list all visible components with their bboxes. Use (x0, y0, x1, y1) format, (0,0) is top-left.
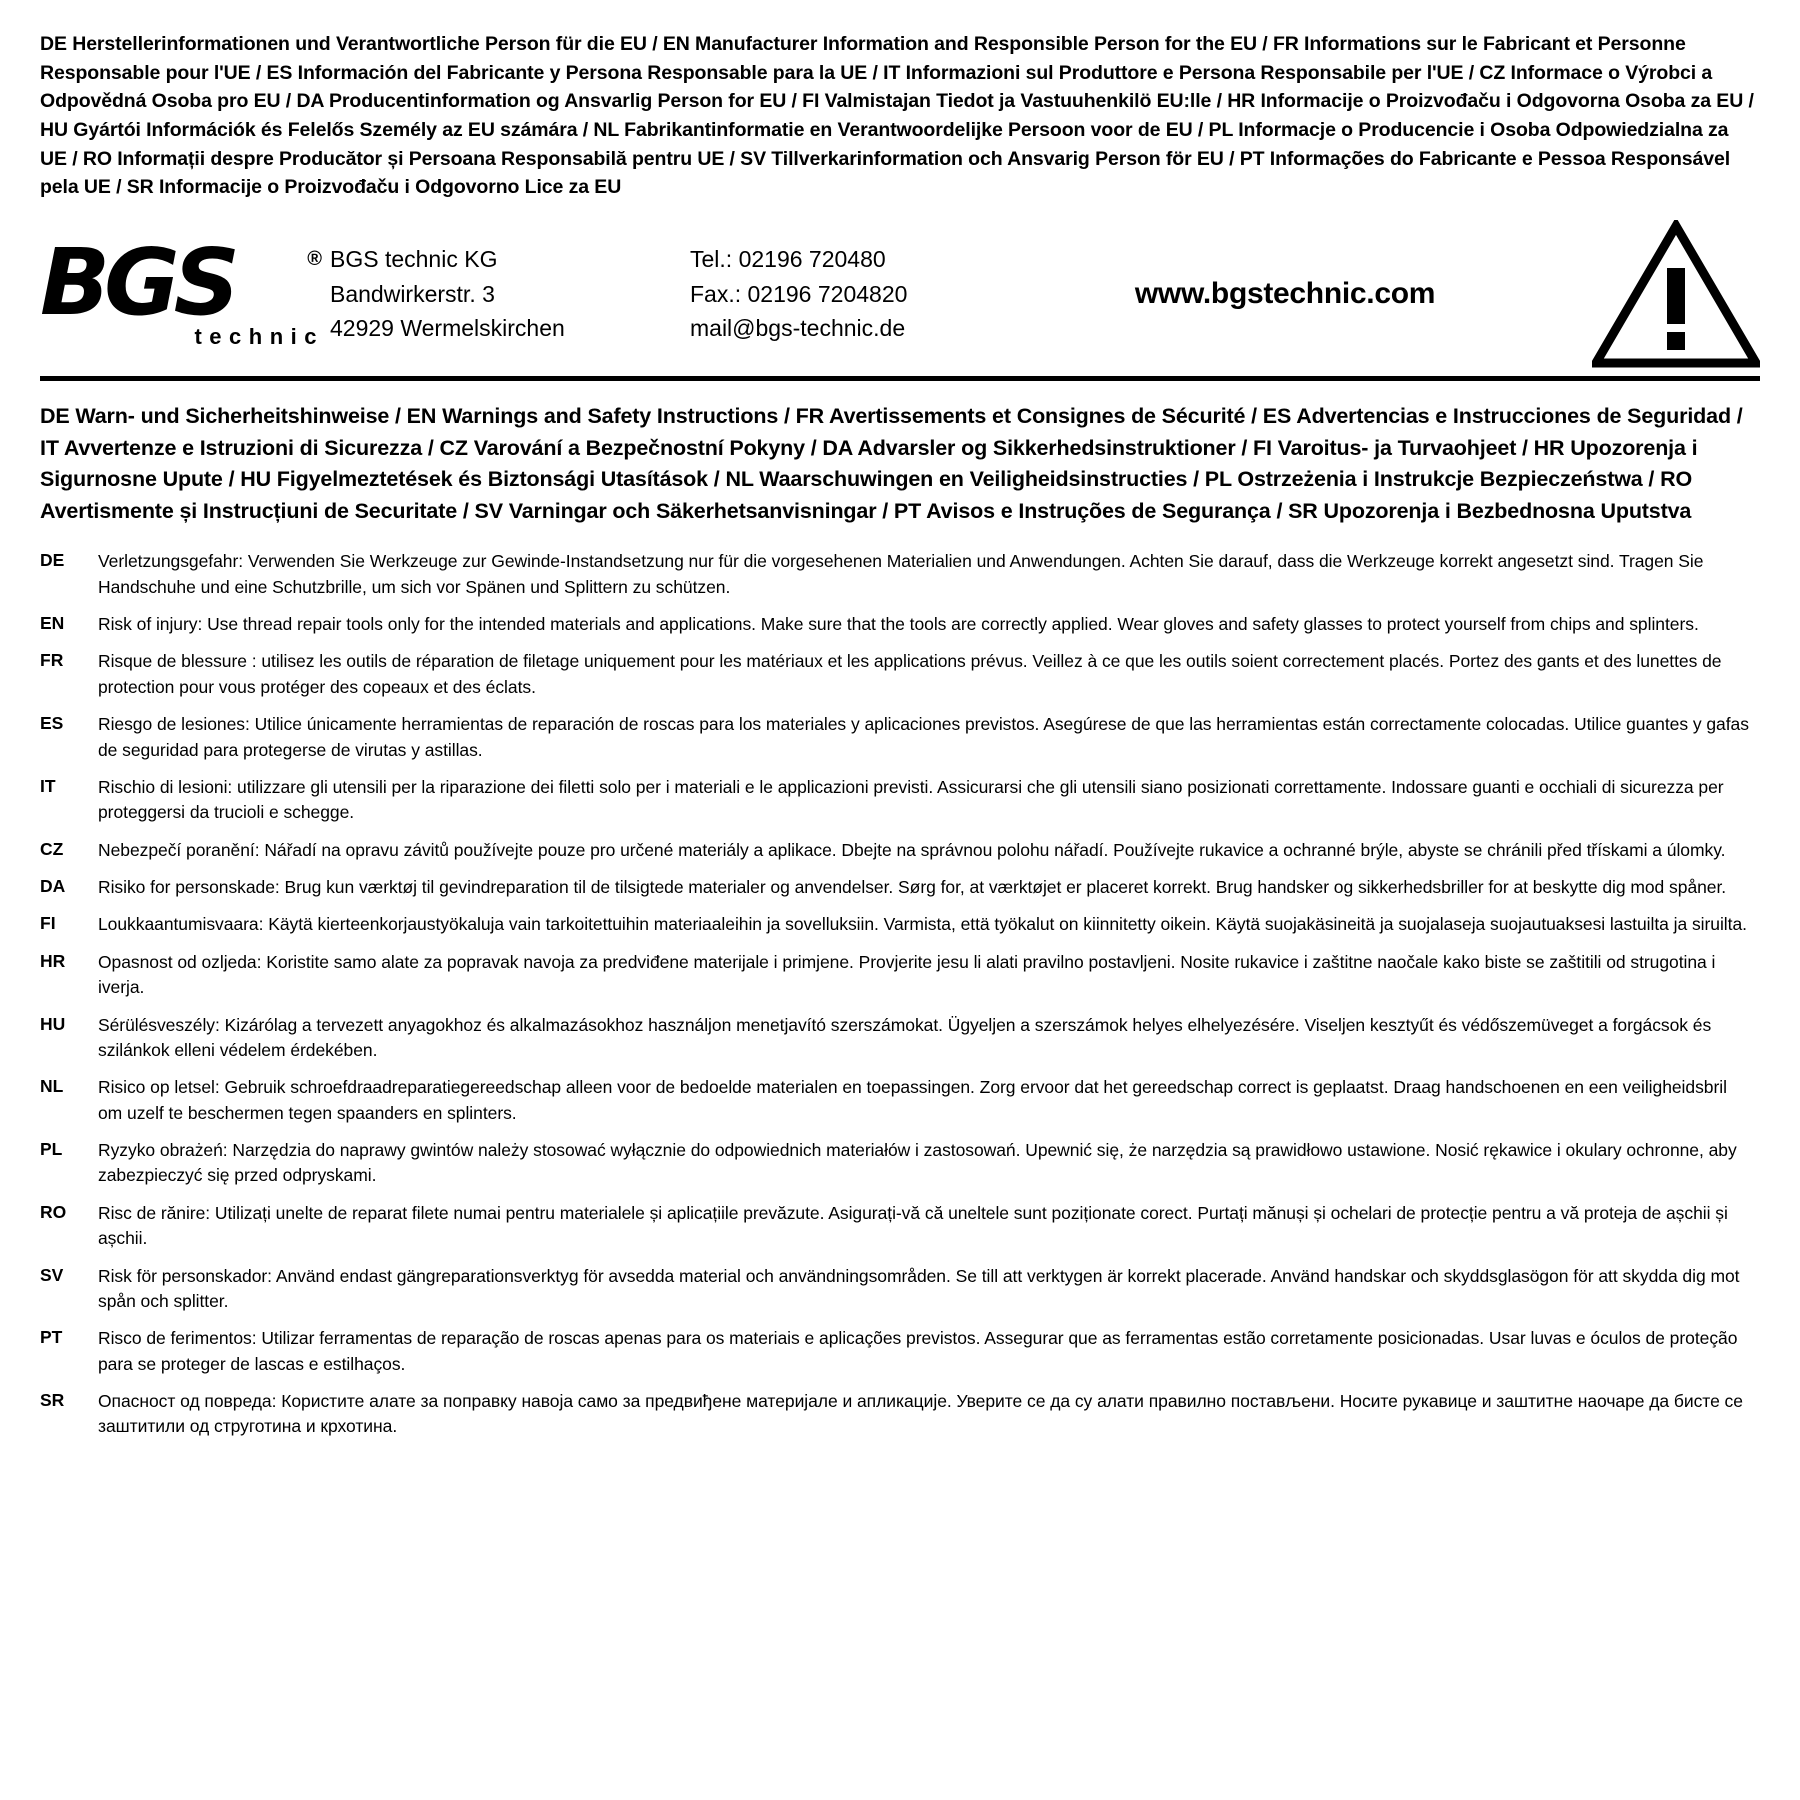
warning-text: Sérülésveszély: Kizárólag a tervezett anyagokhoz és alkalmazásokhoz használjon menetjavító szerszámokat. Ügyeljen a szerszámok helyes elhelyezésére. Viseljen kesztyűt és védőszemüveget a forgácsok és szilánkok elleni védelem érdekében. (98, 1014, 1712, 1060)
language-code: SV (40, 1264, 64, 1285)
company-website: www.bgstechnic.com (1134, 276, 1436, 310)
list-item (40, 1201, 1760, 1252)
logo-subtext: technic (194, 324, 324, 350)
language-code: HU (40, 1013, 66, 1034)
company-fax: Fax.: 02196 7204820 (690, 280, 908, 307)
warning-text: Risco de ferimentos: Utilizar ferramentas de reparação de roscas apenas para os materiais e aplicações previstos. Assegurar que as ferramentas estão corretamente posicionadas. Usar luvas e óculos de proteção para se proteger de lascas e estilhaços. (98, 1328, 1738, 1374)
list-item (40, 1389, 1760, 1440)
list-item (40, 1326, 1760, 1377)
list-item (40, 950, 1760, 1001)
company-name: BGS technic KG (330, 246, 498, 273)
bgs-logo (40, 228, 330, 350)
header-divider (40, 376, 1760, 381)
company-address (330, 242, 690, 346)
warnings-list (40, 549, 1760, 1440)
language-code: ES (40, 713, 64, 734)
warning-text: Risk för personskador: Använd endast gängreparationsverktyg för avsedda material och användningsområden. Se till att verktygen är korrekt placerade. Använd handskar och skyddsglasögon för att skydda dig mot spån och splitter. (98, 1265, 1740, 1311)
warning-text: Risico op letsel: Gebruik schroefdraadreparatiegereedschap alleen voor de bedoelde materialen en toepassingen. Zorg ervoor dat het gereedschap correct is geplaatst. Draag handschoenen en een veiligheidsbril om uzelf te beschermen tegen spaanders en splinters. (98, 1077, 1727, 1123)
language-code: IT (40, 775, 56, 796)
list-item (40, 1138, 1760, 1189)
warning-text: Verletzungsgefahr: Verwenden Sie Werkzeuge zur Gewinde-Instandsetzung nur für die vorgesehenen Materialien und Anwendungen. Achten Sie darauf, dass die Werkzeuge korrekt angesetzt sind. Tragen Sie Handschuhe und eine Schutzbrille, um sich vor Spänen und Splittern zu schützen. (98, 551, 1704, 597)
list-item (40, 775, 1760, 826)
warning-triangle-icon (1580, 220, 1760, 368)
language-code: FI (40, 913, 56, 934)
company-email: mail@bgs-technic.de (690, 315, 906, 342)
language-code: NL (40, 1076, 64, 1097)
language-code: PL (40, 1139, 63, 1160)
list-item (40, 649, 1760, 700)
warning-text: Risc de rănire: Utilizați unelte de reparat filete numai pentru materialele și aplicațiile prevăzute. Asigurați-vă că uneltele sunt poziționate corect. Purtați mănuși și ochelari de protecție pentru a vă proteja de așchii și așchii. (98, 1202, 1728, 1249)
language-code: HR (40, 950, 66, 971)
language-code: EN (40, 613, 65, 634)
list-item (40, 612, 1760, 637)
warning-text: Opasnost od ozljeda: Koristite samo alate za popravak navoja za predviđene materijale i primjene. Provjerite jesu li alati pravilno postavljeni. Nosite rukavice i zaštitne naočale kako biste se zaštitili od strugotina i iverja. (98, 951, 1716, 998)
list-item (40, 912, 1760, 937)
company-street: Bandwirkerstr. 3 (330, 280, 495, 307)
warning-text: Risk of injury: Use thread repair tools only for the intended materials and applications. Make sure that the tools are correctly applied. Wear gloves and safety glasses to protect yourself from chips and splinters. (98, 614, 1699, 635)
company-phone: Tel.: 02196 720480 (690, 246, 886, 273)
warning-text: Loukkaantumisvaara: Käytä kierteenkorjaustyökaluja vain tarkoitettuihin materiaaleihin ja sovelluksiin. Varmista, että työkalut on kiinnitetty oikein. Käytä suojakäsineitä ja suojalaseja suojautuaksesi lastuilta ja siruilta. (98, 914, 1747, 935)
safety-section-heading: DE Warn- und Sicherheitshinweise / EN Warnings and Safety Instructions / FR Avertissements et Consignes de Sécurité / ES Advertencias e Instrucciones de Seguridad / IT Avvertenze e Istruzioni di Sicurezza / CZ Varování a Bezpečnostní Pokyny / DA Advarsler og Sikkerhedsinstruktioner / FI Varoitus- ja Turvaohjeet / HR Upozorenja i Sigurnosne Upute / HU Figyelmeztetések és Biztonsági Utasítások / NL Waarschuwingen en Veiligheidsinstructies / PL Ostrzeżenia i Instrukcje Bezpieczeństwa / RO Avertismente și Instrucțiuni de Securitate / SV Varningar och Säkerhetsanvisningar / PT Avisos e Instruções de Segurança / SR Upozorenja i Bezbednosna Uputstva (40, 403, 1743, 523)
language-code: FR (40, 650, 64, 671)
list-item (40, 1075, 1760, 1126)
warning-text: Опасност од повреда: Користите алате за поправку навоја само за предвиђене материјале и апликације. Уверите се да су алати правилно постављени. Носите рукавице и заштитне наочаре да бисте се заштитили од струготина и крхотина. (98, 1391, 1743, 1437)
registered-trademark-icon: ® (307, 247, 322, 270)
warning-text: Rischio di lesioni: utilizzare gli utensili per la riparazione dei filetti solo per i materiali e le applicazioni previsti. Assicurarsi che gli utensili siano posizionati correttamente. Indossare guanti e occhiali di sicurezza per proteggersi da trucioli e schegge. (98, 776, 1724, 823)
multilingual-title: DE Herstellerinformationen und Verantwortliche Person für die EU / EN Manufacturer Information and Responsible Person for the EU / FR Informations sur le Fabricant et Personne Responsable pour l'UE / ES Información del Fabricante y Persona Responsable para la UE / IT Informazioni sul Produttore e Persona Responsabile per l'UE / CZ Informace o Výrobci a Odpovědná Osoba pro EU / DA Producentinformation og Ansvarlig Person for EU / FI Valmistajan Tiedot ja Vastuuhenkilö EU:lle / HR Informacije o Proizvođaču i Odgovorna Osoba za EU / HU Gyártói Információk és Felelős Személy az EU számára / NL Fabrikantinformatie en Verantwoordelijke Persoon voor de EU / PL Informacje o Producencie i Osoba Odpowiedzialna za UE / RO Informații despre Producător și Persoana Responsabilă pentru UE / SV Tillverkarinformation och Ansvarig Person för EU / PT Informações do Fabricante e Pessoa Responsável pela UE / SR Informacije o Proizvođaču i Odgovorno Lice za EU (40, 33, 1754, 199)
company-info-band (32, 220, 1768, 368)
language-code: CZ (40, 838, 64, 859)
language-code: DE (40, 550, 65, 571)
company-contact (690, 242, 990, 346)
list-item (40, 838, 1760, 863)
warning-text: Ryzyko obrażeń: Narzędzia do naprawy gwintów należy stosować wyłącznie do odpowiednich materiałów i zastosowań. Upewnić się, że narzędzia są prawidłowo ustawione. Nosić rękawice i okulary ochronne, aby zabezpieczyć się przed odpryskami. (98, 1140, 1737, 1186)
language-code: SR (40, 1390, 65, 1411)
language-code: PT (40, 1327, 63, 1348)
warning-text: Risiko for personskade: Brug kun værktøj til gevindreparation til de tilsigtede materialer og anvendelser. Sørg for, at værktøjet er placeret korrekt. Brug handsker og sikkerhedsbriller for at beskytte dig mod spåner. (98, 877, 1727, 898)
language-code: RO (40, 1201, 67, 1222)
list-item (40, 1013, 1760, 1064)
company-city: 42929 Wermelskirchen (330, 315, 565, 342)
list-item (40, 1264, 1760, 1315)
logo-wordmark: BGS (40, 228, 234, 336)
warning-text: Riesgo de lesiones: Utilice únicamente herramientas de reparación de roscas para los materiales y aplicaciones previstos. Asegúrese de que las herramientas están correctamente colocadas. Utilice guantes y gafas de seguridad para protegerse de virutas y astillas. (98, 714, 1749, 760)
warning-text: Risque de blessure : utilisez les outils de réparation de filetage uniquement pour les matériaux et les applications prévus. Veillez à ce que les outils soient correctement placés. Portez des gants et des lunettes de protection pour vous protéger des copeaux et des éclats. (98, 651, 1722, 697)
language-code: DA (40, 876, 66, 897)
list-item (40, 875, 1760, 900)
warning-text: Nebezpečí poranění: Nářadí na opravu závitů používejte pouze pro určené materiály a aplikace. Dbejte na správnou polohu nářadí. Používejte rukavice a ochranné brýle, abyste se chránili před třískami a úlomky. (98, 839, 1726, 860)
list-item (40, 549, 1760, 600)
list-item (40, 712, 1760, 763)
